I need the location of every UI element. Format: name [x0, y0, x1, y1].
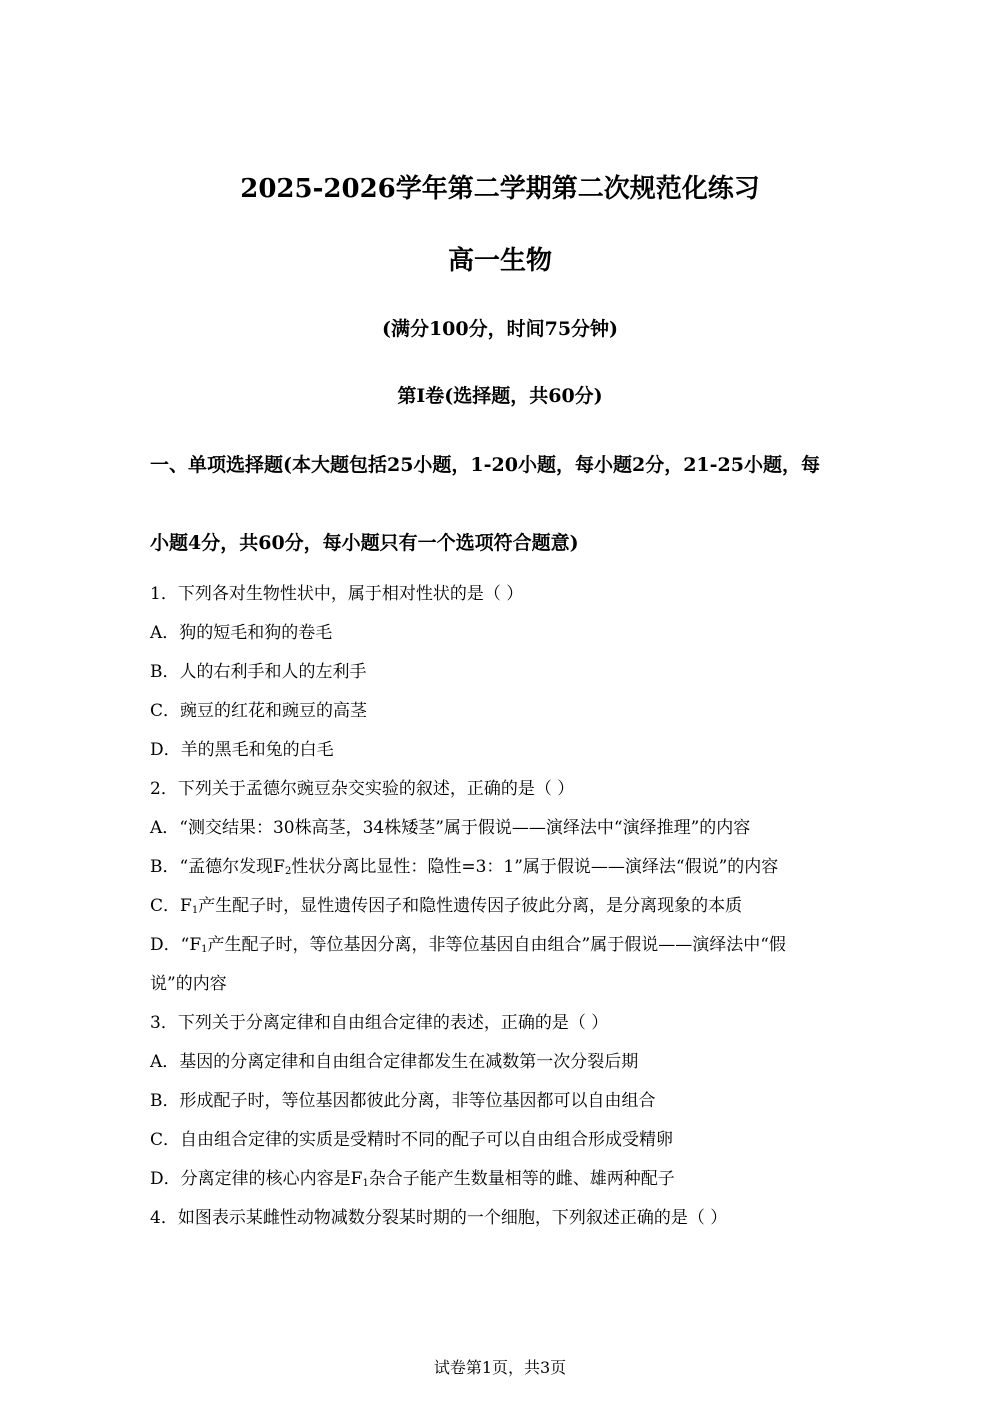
question-2-option-d	[150, 934, 786, 961]
question-3-option-b: B．形成配子时，等位基因都彼此分离，非等位基因都可以自由组合	[150, 1091, 656, 1111]
question-3-option-d-post: 杂合子能产生数量相等的雌、雄两种配子	[368, 1169, 675, 1189]
subscript: 2	[284, 866, 292, 877]
question-2-option-c	[150, 895, 742, 922]
score-time-note: (满分100分，时间75分钟)	[381, 318, 619, 340]
subject-title: 高一生物	[447, 246, 552, 276]
subscript: 1	[191, 905, 199, 916]
question-1-option-c: C．豌豆的红花和豌豆的高茎	[150, 701, 368, 721]
section-heading-line-1: 一、单项选择题(本大题包括25小题，1-20小题，每小题2分，21-25小题，每	[150, 454, 820, 476]
question-3-stem: 3．下列关于分离定律和自由组合定律的表述，正确的是（ ）	[150, 1013, 609, 1033]
question-3-option-d-pre: D．分离定律的核心内容是F	[150, 1169, 363, 1189]
subscript: 1	[201, 944, 208, 955]
question-2-option-a: A．“测交结果：30株高茎，34株矮茎”属于假说——演绎法中“演绎推理”的内容	[150, 818, 751, 838]
question-2-option-c-pre: C．F	[150, 896, 192, 916]
question-2-stem: 2．下列关于孟德尔豌豆杂交实验的叙述，正确的是（ ）	[150, 779, 575, 799]
question-2-option-b	[150, 856, 778, 883]
question-3-option-c: C．自由组合定律的实质是受精时不同的配子可以自由组合形成受精卵	[150, 1130, 674, 1150]
subscript: 1	[362, 1178, 369, 1189]
section-heading-line-2: 小题4分，共60分，每小题只有一个选项符合题意)	[150, 532, 579, 554]
question-1-stem: 1．下列各对生物性状中，属于相对性状的是（ ）	[150, 584, 524, 604]
question-4-stem: 4．如图表示某雌性动物减数分裂某时期的一个细胞，下列叙述正确的是（ ）	[150, 1208, 728, 1228]
question-2-option-d-post: 产生配子时，等位基因分离，非等位基因自由组合”属于假说——演绎法中“假	[207, 935, 786, 955]
question-1-option-d: D．羊的黑毛和兔的白毛	[150, 740, 334, 760]
question-2-option-b-post: 性状分离比显性：隐性=3：1”属于假说——演绎法“假说”的内容	[291, 857, 779, 877]
volume-heading: 第Ⅰ卷(选择题，共60分)	[397, 385, 603, 407]
question-3-option-a: A．基因的分离定律和自由组合定律都发生在减数第一次分裂后期	[150, 1052, 639, 1072]
question-2-option-c-post: 产生配子时，显性遗传因子和隐性遗传因子彼此分离，是分离现象的本质	[198, 896, 743, 916]
question-1-option-b: B．人的右利手和人的左利手	[150, 662, 367, 682]
question-2-option-d-pre: D．“F	[150, 935, 202, 955]
question-2-option-b-pre: B．“孟德尔发现F	[150, 857, 285, 877]
question-3-option-d	[150, 1168, 675, 1195]
question-1-option-a: A．狗的短毛和狗的卷毛	[150, 623, 333, 643]
question-2-option-d-continued: 说”的内容	[150, 974, 227, 994]
page-footer: 试卷第1页，共3页	[433, 1358, 567, 1377]
exam-title: 2025-2026学年第二学期第二次规范化练习	[240, 174, 760, 204]
